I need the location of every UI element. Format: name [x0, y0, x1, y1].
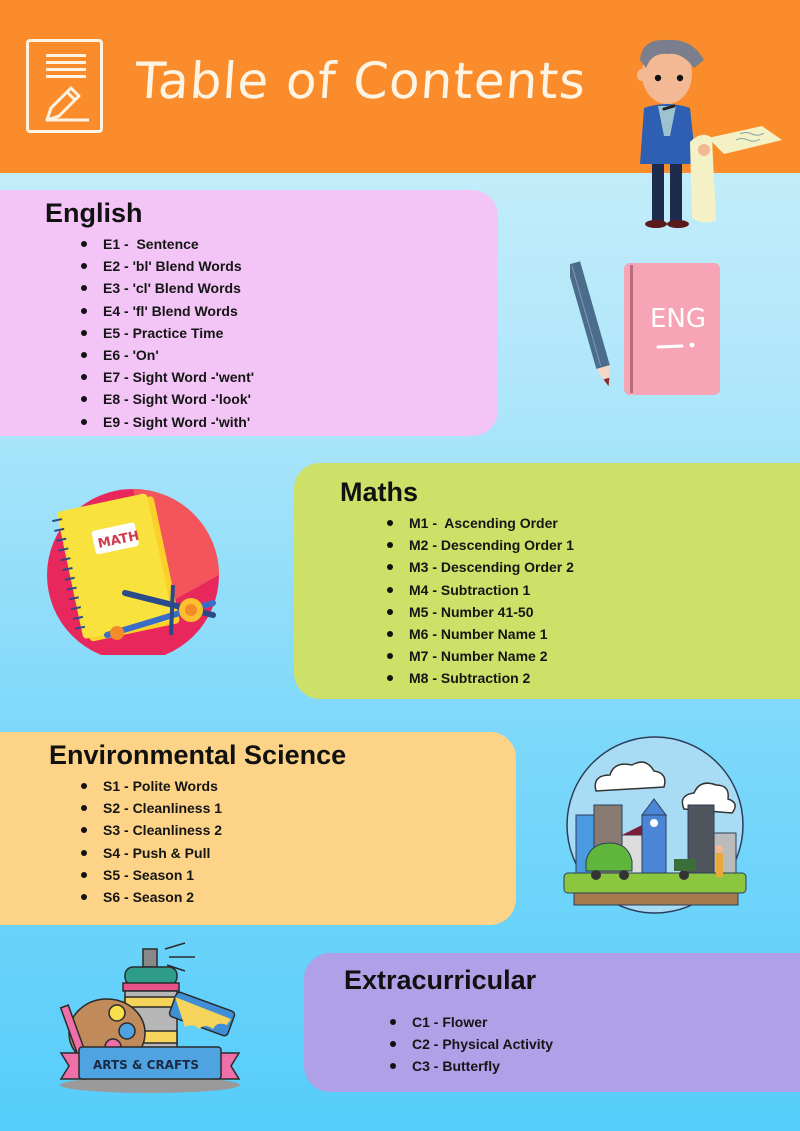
- section-heading-english: English: [45, 198, 143, 228]
- list-item[interactable]: M3 - Descending Order 2: [387, 556, 574, 578]
- section-maths: [294, 463, 800, 699]
- list-item[interactable]: M2 - Descending Order 1: [387, 534, 574, 556]
- list-item[interactable]: E2 - 'bl' Blend Words: [81, 255, 254, 277]
- section-english: [0, 190, 498, 436]
- list-item[interactable]: M7 - Number Name 2: [387, 645, 574, 667]
- document-edit-icon: [26, 39, 103, 133]
- section-extracurricular: [304, 953, 800, 1092]
- list-item[interactable]: E1 - Sentence: [81, 233, 254, 255]
- list-item[interactable]: M8 - Subtraction 2: [387, 667, 574, 689]
- math-notebook-compass-illustration: [45, 485, 225, 659]
- list-item[interactable]: S6 - Season 2: [81, 886, 222, 908]
- list-item[interactable]: E5 - Practice Time: [81, 322, 254, 344]
- city-globe-illustration: [558, 735, 753, 919]
- english-topic-list: [81, 233, 254, 433]
- teacher-reading-scroll-illustration: [612, 30, 792, 234]
- list-item[interactable]: M5 - Number 41-50: [387, 601, 574, 623]
- maths-topic-list: [387, 512, 574, 690]
- list-item[interactable]: S4 - Push & Pull: [81, 842, 222, 864]
- svg-text:MATH: MATH: [96, 528, 141, 552]
- list-item[interactable]: E6 - 'On': [81, 344, 254, 366]
- section-heading-environmental-science: Environmental Science: [49, 740, 347, 770]
- list-item[interactable]: M4 - Subtraction 1: [387, 579, 574, 601]
- list-item[interactable]: E4 - 'fl' Blend Words: [81, 300, 254, 322]
- svg-text:ARTS & CRAFTS: ARTS & CRAFTS: [93, 1058, 199, 1072]
- list-item[interactable]: E9 - Sight Word -'with': [81, 411, 254, 433]
- section-heading-extracurricular: Extracurricular: [344, 965, 537, 995]
- list-item[interactable]: E3 - 'cl' Blend Words: [81, 277, 254, 299]
- arts-and-crafts-illustration: [55, 935, 245, 1099]
- list-item[interactable]: M6 - Number Name 1: [387, 623, 574, 645]
- list-item[interactable]: M1 - Ascending Order: [387, 512, 574, 534]
- evs-topic-list: [81, 775, 222, 908]
- list-item[interactable]: E8 - Sight Word -'look': [81, 388, 254, 410]
- list-item[interactable]: E7 - Sight Word -'went': [81, 366, 254, 388]
- page-title: Table of Contents: [132, 52, 589, 110]
- list-item[interactable]: S5 - Season 1: [81, 864, 222, 886]
- list-item[interactable]: C3 - Butterfly: [390, 1055, 553, 1077]
- list-item[interactable]: C2 - Physical Activity: [390, 1033, 553, 1055]
- section-heading-maths: Maths: [340, 477, 419, 507]
- list-item[interactable]: S2 - Cleanliness 1: [81, 797, 222, 819]
- svg-text:ENG: ENG: [650, 304, 707, 334]
- list-item[interactable]: C1 - Flower: [390, 1011, 553, 1033]
- list-item[interactable]: S3 - Cleanliness 2: [81, 819, 222, 841]
- list-item[interactable]: S1 - Polite Words: [81, 775, 222, 797]
- eng-notebook-pencil-illustration: [570, 255, 730, 404]
- section-environmental-science: [0, 732, 516, 925]
- extracurricular-topic-list: [390, 1011, 553, 1078]
